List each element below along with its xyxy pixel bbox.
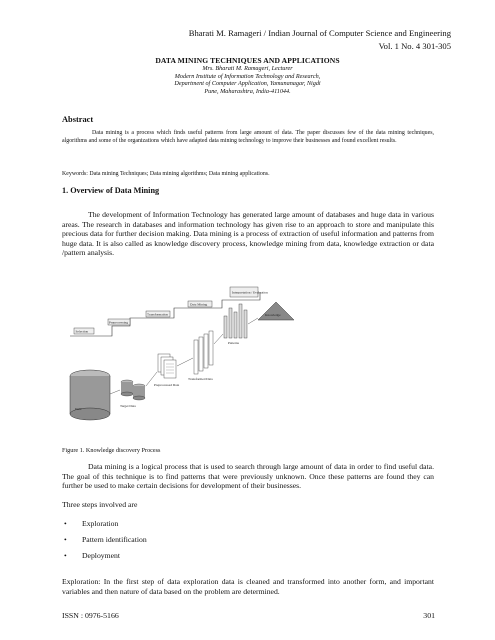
running-header-volume: Vol. 1 No. 4 301-305: [378, 41, 451, 51]
abstract-text: Data mining is a process which finds useful patterns from large amount of data. The paper discusses few of the data mining techniques, algorithms and some of the organizations which have adapted data mining technology to improve their businesses and found excellent results.: [62, 130, 434, 144]
transformation-label: Transformation: [147, 312, 168, 317]
data-mining-label: Data Mining: [190, 302, 208, 307]
author-city: Pune, Maharashtra, India-411044.: [204, 87, 291, 95]
paragraph-overview: The development of Information Technology has generated large amount of databases and huge data in various areas. The research in databases and information technology has given rise to an approach to store and manipulate this precious data for further decision making. Data mining is a process of extraction of useful information and patterns from huge data. It is also called as knowledge discovery process, knowledge mining from data, knowledge extraction or data /pattern analysis.: [62, 210, 434, 258]
knowledge-discovery-figure: [62, 282, 372, 432]
footer-issn: ISSN : 0976-5166: [62, 611, 119, 620]
interpretation-label: Interpretation / Evaluation: [232, 290, 268, 295]
list-item: • Pattern identification: [64, 535, 147, 544]
running-header-journal: Bharati M. Ramageri / Indian Journal of Computer Science and Engineering: [188, 28, 451, 38]
patterns-bar: [224, 316, 227, 338]
patterns-label: Patterns: [228, 341, 239, 345]
figure-caption: Figure 1. Knowledge discovery Process: [62, 447, 161, 454]
preprocessed-data-label: Preprocessed Data: [154, 383, 180, 387]
preprocessing-label: Preprocessing: [109, 320, 129, 325]
transformed-data-label: Transformed Data: [188, 377, 213, 381]
author-name: Mrs. Bharati M. Ramageri, Lecturer: [202, 65, 293, 72]
paragraph-exploration: Exploration: In the first step of data exploration data is cleaned and transformed into another form, and important variables and then nature of data based on the problem are determined.: [62, 577, 434, 596]
steps-intro: Three steps involved are: [62, 500, 138, 509]
knowledge-label: Knowledge: [265, 313, 281, 317]
author-institute: Modern Institute of Information Technology and Research,: [174, 72, 321, 80]
data-label: Data: [75, 407, 82, 411]
transformed-data-sheet: [194, 340, 198, 374]
section-heading: 1. Overview of Data Mining: [62, 186, 160, 195]
arrow: [110, 390, 120, 394]
kdd-diagram: [62, 282, 372, 432]
keywords: Keywords: Data mining Techniques; Data mining algorithms; Data mining applications.: [62, 171, 270, 177]
list-item: • Deployment: [64, 551, 121, 560]
knowledge-triangle: [258, 302, 294, 320]
page-number: 301: [423, 611, 435, 620]
author-block: [0, 65, 495, 95]
paper-title: DATA MINING TECHNIQUES AND APPLICATIONS: [155, 56, 340, 65]
abstract-heading: Abstract: [62, 115, 94, 124]
list-item: • Exploration: [64, 519, 119, 528]
paragraph-logical-process: Data mining is a logical process that is used to search through large amount of data in order to find useful data. The goal of this technique is to find patterns that were previously unknown. Once these patterns are found they can further be used to make certain decisions for development of their businesses.: [62, 462, 434, 491]
author-department: Department of Computer Application, Yamunanagar, Nigdi: [174, 80, 321, 88]
target-data-label: Target Data: [120, 404, 136, 408]
selection-label: Selection: [75, 329, 89, 334]
